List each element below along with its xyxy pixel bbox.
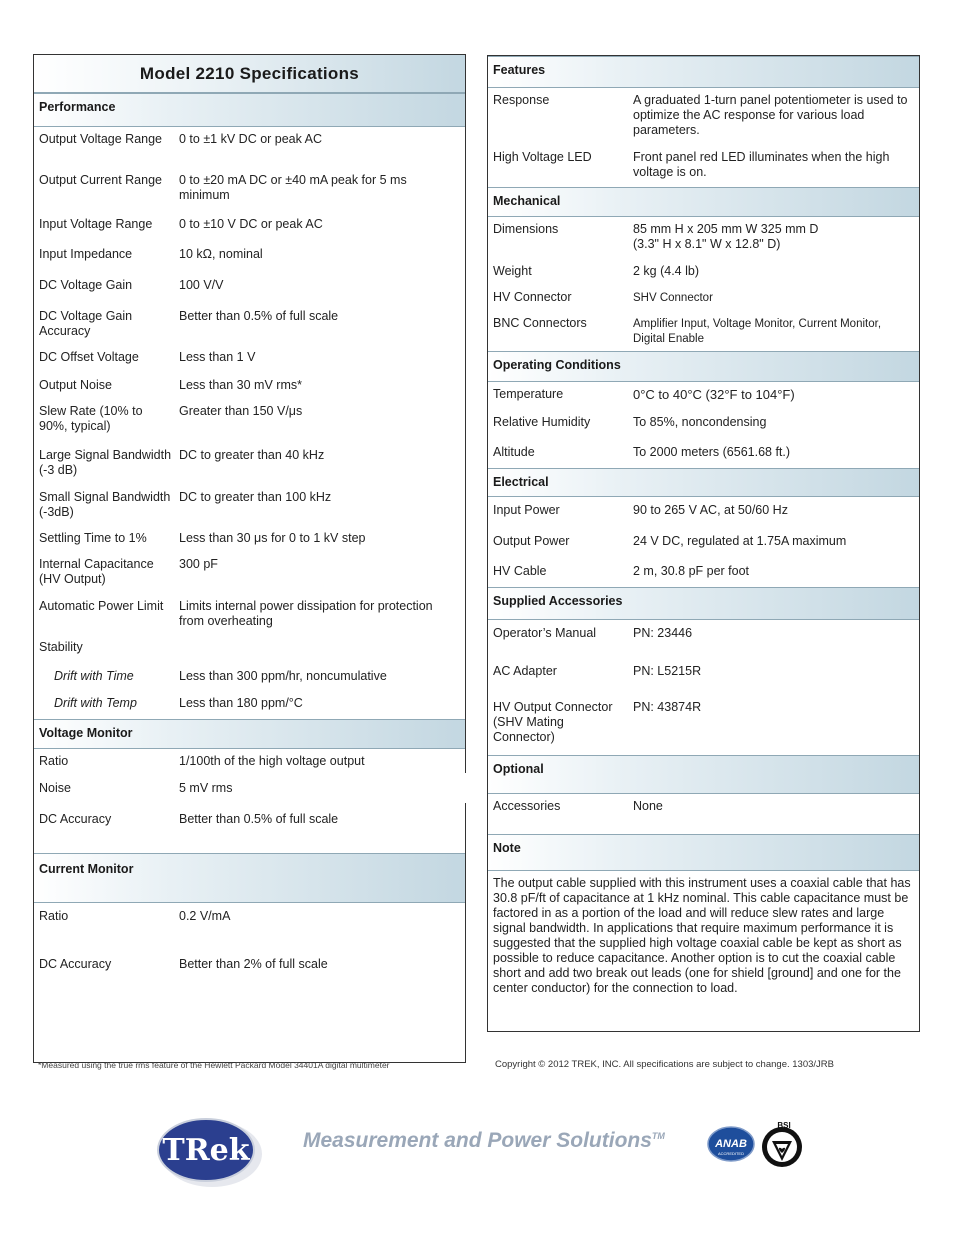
spec-row [34,807,465,853]
spec-value: None [633,799,663,813]
tagline-text: Measurement and Power Solutions [303,1129,652,1152]
spec-label: Settling Time to 1% [39,531,147,545]
spec-value: 0 to ±10 V DC or peak AC [179,217,323,231]
spec-row [34,552,465,594]
section-heading: Optional [493,762,544,776]
spec-label: DC Accuracy [39,957,112,971]
spec-label: DC Offset Voltage [39,350,139,364]
spec-label: HV Connector [493,290,572,304]
spec-value: 10 kΩ, nominal [179,247,263,261]
spec-row [34,594,465,635]
border-gap [462,773,470,803]
note-text: The output cable supplied with this instrument uses a coaxial cable that has 30.8 pF/ft of capacitance at 1 kHz nominal. This cable capacitance must be factored in as a portion of the load and will reduce slew rates and large signal bandwidth. In applications that require maximum performance it is suggested that the supplied high voltage coaxial cable be kept as short as possible to reduce capacitance. Another option is to cut the coaxial cable short and add two break out leads (one for shield [ground] and one for the center conductor) for the connection to load. [493,876,911,995]
spec-label: Weight [493,264,532,278]
spec-label: Output Current Range [39,173,162,187]
copyright: Copyright © 2012 TREK, INC. All specifications are subject to change. 1303/JRB [495,1059,834,1070]
spec-label: Large Signal Bandwidth (-3 dB) [39,448,172,477]
spec-value: 5 mV rms [179,781,233,795]
spec-label: HV Cable [493,564,547,578]
spec-label: DC Accuracy [39,812,112,826]
spec-row [488,88,919,145]
spec-row [488,259,919,285]
spec-row [34,127,465,168]
spec-value: Limits internal power dissipation for protection from overheating [179,599,433,628]
spec-label: Output Voltage Range [39,132,163,146]
spec-label: HV Output Connector (SHV Mating Connector) [493,700,613,744]
section-heading: Voltage Monitor [39,726,133,740]
spec-row [34,485,465,526]
spec-row [488,497,919,528]
spec-value: 1/100th of the high voltage output [179,754,365,768]
spec-value: 100 V/V [179,278,224,292]
spec-label: AC Adapter [493,664,557,678]
section-performance [34,93,465,127]
spec-value: 90 to 265 V AC, at 50/60 Hz [633,503,788,517]
spec-row [488,694,919,755]
trek-logo [156,1116,264,1188]
spec-row [488,311,919,351]
section-voltage-monitor [34,719,465,749]
spec-label: Noise [39,781,71,795]
spec-value: A graduated 1-turn panel potentiometer is used to optimize the AC response for various load parameters. [633,93,908,137]
spec-value: Greater than 150 V/μs [179,404,303,418]
spec-value: Less than 30 μs for 0 to 1 kV step [179,531,366,545]
section-heading: Note [493,841,521,855]
spec-row [34,304,465,345]
section-optional [488,755,919,794]
spec-row [34,168,465,212]
section-current-monitor [34,853,465,903]
spec-value: 24 V DC, regulated at 1.75A maximum [633,534,847,548]
spec-value: SHV Connector [633,292,713,304]
anab-sub: ACCREDITED [717,1151,745,1156]
spec-row [34,749,465,776]
spec-label: Ratio [39,754,69,768]
section-note [488,834,919,871]
spec-label: Relative Humidity [493,415,591,429]
spec-row [488,794,919,834]
spec-row [34,399,465,443]
spec-row [488,217,919,259]
trademark-mark: TM [651,1131,665,1141]
spec-value: To 2000 meters (6561.68 ft.) [633,445,791,459]
spec-value: PN: 23446 [633,626,693,640]
spec-row [488,558,919,587]
note-row [488,871,919,1021]
spec-label: Output Noise [39,378,112,392]
spec-label: Stability [39,640,83,654]
spec-value: Less than 1 V [179,350,256,364]
spec-row [34,664,465,691]
spec-row [34,691,465,719]
section-mechanical [488,187,919,217]
spec-row [34,242,465,273]
spec-value: 300 pF [179,557,218,571]
spec-value: Better than 0.5% of full scale [179,309,339,323]
spec-row [34,345,465,373]
spec-row [488,145,919,187]
spec-label: DC Voltage Gain [39,278,133,292]
section-features [488,56,919,88]
footnote: *Measured using the true rms feature of the Hewlett Packard Model 34401A digital multimeter [38,1060,390,1070]
spec-value: 0.2 V/mA [179,909,231,923]
spec-label: Altitude [493,445,535,459]
spec-label: Response [493,93,550,107]
spec-row [34,212,465,242]
spec-label: Drift with Temp [54,696,137,710]
spec-row [34,903,465,951]
spec-label: BNC Connectors [493,316,587,330]
spec-row [34,526,465,552]
spec-value: Front panel red LED illuminates when the high voltage is on. [633,150,890,179]
spec-label: Ratio [39,909,69,923]
logo-text: TRek [162,1133,250,1168]
spec-row [488,528,919,558]
spec-value: Amplifier Input, Voltage Monitor, Current Monitor, Digital Enable [633,318,882,345]
spec-value: Better than 0.5% of full scale [179,812,339,826]
spec-value: Less than 300 ppm/hr, noncumulative [179,669,387,683]
section-operating-conditions [488,351,919,382]
spec-row [34,635,465,664]
anab-logo [706,1122,756,1171]
spec-label: DC Voltage Gain Accuracy [39,309,133,338]
section-heading: Mechanical [493,194,561,208]
section-electrical [488,468,919,497]
spec-label: Output Power [493,534,570,548]
spec-row [34,951,465,991]
page-title: Model 2210 Specifications [34,55,465,93]
spec-label: Operator’s Manual [493,626,597,640]
spec-value: Better than 2% of full scale [179,957,328,971]
spec-value: DC to greater than 40 kHz [179,448,325,462]
spec-row [488,620,919,658]
spec-label: Dimensions [493,222,559,236]
spec-value: 2 m, 30.8 pF per foot [633,564,750,578]
spec-value: 2 kg (4.4 lb) [633,264,700,278]
spec-value: PN: 43874R [633,700,702,714]
spec-label: Automatic Power Limit [39,599,164,613]
spec-row [34,273,465,304]
spec-label: Drift with Time [54,669,134,683]
spec-label: Small Signal Bandwidth (-3dB) [39,490,171,519]
section-heading: Supplied Accessories [493,594,623,608]
section-heading: Operating Conditions [493,358,621,372]
spec-value: 0 to ±20 mA DC or ±40 mA peak for 5 ms minimum [179,173,407,202]
spec-row [488,382,919,410]
section-heading: Electrical [493,475,549,489]
section-supplied-accessories [488,587,919,620]
spec-label: Temperature [493,387,564,401]
spec-value: Less than 30 mV rms* [179,378,302,392]
spec-value: PN: L5215R [633,664,702,678]
bsi-logo [758,1118,806,1177]
section-heading: Features [493,63,546,77]
bsi-text: BSI [777,1121,791,1130]
tagline [303,1129,665,1153]
spec-value: 0°C to 40°C (32°F to 104°F) [633,387,795,402]
section-heading: Performance [39,100,116,114]
spec-label: Accessories [493,799,561,813]
spec-value: 0 to ±1 kV DC or peak AC [179,132,323,146]
specifications-panel [33,54,466,1063]
spec-label: Slew Rate (10% to 90%, typical) [39,404,143,433]
anab-text: ANAB [715,1138,747,1150]
spec-label: Input Impedance [39,247,133,261]
features-panel [487,55,920,1032]
spec-row [34,776,465,807]
spec-value-line2: (3.3" H x 8.1" W x 12.8" D) [633,237,781,251]
spec-value: 85 mm H x 205 mm W 325 mm D [633,222,819,236]
spec-row [34,373,465,399]
spec-row [488,285,919,311]
spec-row [34,443,465,485]
spec-value: Less than 180 ppm/°C [179,696,303,710]
spec-label: Input Power [493,503,560,517]
spec-label: Input Voltage Range [39,217,153,231]
spec-value: DC to greater than 100 kHz [179,490,332,504]
section-heading: Current Monitor [39,862,134,876]
spec-value: To 85%, noncondensing [633,415,767,429]
spec-label: Internal Capacitance (HV Output) [39,557,154,586]
spec-row [488,439,919,468]
spec-row [488,658,919,694]
spec-row [488,410,919,439]
spec-label: High Voltage LED [493,150,592,164]
